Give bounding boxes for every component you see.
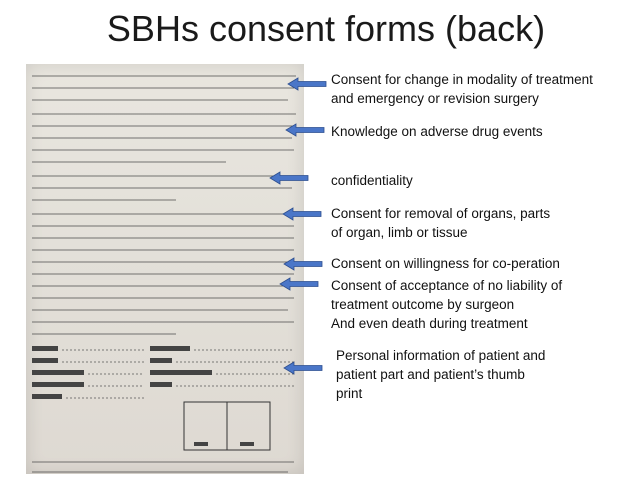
annotation-modality: Consent for change in modality of treatment and emergency or revision surgery: [331, 72, 593, 106]
annotation-confidentiality: confidentiality: [331, 173, 413, 188]
annotation-cooperation: Consent on willingness for co-peration: [331, 256, 560, 271]
slide-title: SBHs consent forms (back): [106, 8, 546, 49]
annotation-no-liability: Consent of acceptance of no liability of treatment outcome by surgeon And even death during treatment: [331, 278, 563, 331]
annotation-adverse-drug-events: Knowledge on adverse drug events: [331, 124, 543, 139]
consent-form-scan: [26, 64, 304, 474]
consent-form-photo: [26, 64, 304, 474]
annotation-organ-removal: Consent for removal of organs, parts of organ, limb or tissue: [331, 206, 551, 240]
annotation-personal-info: Personal information of patient and patient part and patient’s thumb print: [336, 348, 546, 401]
